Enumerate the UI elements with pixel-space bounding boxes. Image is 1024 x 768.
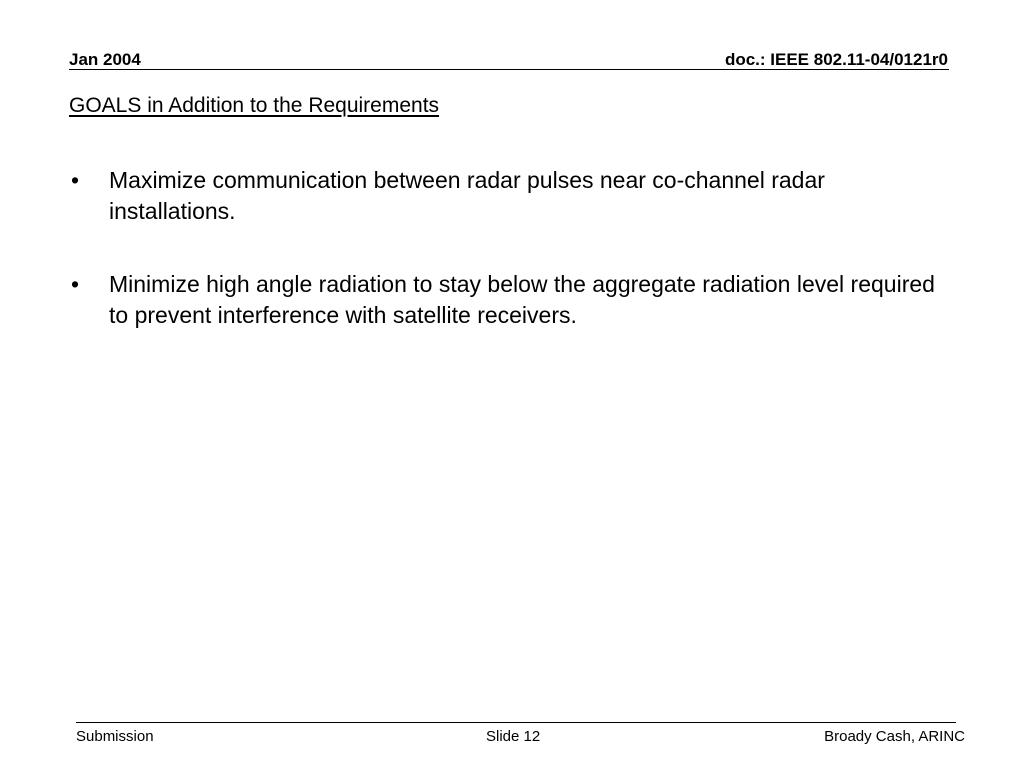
slide-title: GOALS in Addition to the Requirements — [69, 94, 440, 117]
bullet-marker: • — [71, 167, 80, 193]
bullet-item — [69, 165, 949, 227]
footer-author: Broady Cash, ARINC — [824, 728, 965, 745]
bullet-list — [69, 165, 949, 373]
bullet-text: Minimize high angle radiation to stay below the aggregate radiation level required to prevent interference with satellite receivers. — [109, 271, 935, 328]
header-date: Jan 2004 — [69, 50, 141, 69]
bullet-text: Maximize communication between radar pulses near co-channel radar installations. — [109, 167, 825, 224]
footer-slide-number: Slide 12 — [486, 728, 541, 745]
bullet-marker: • — [71, 271, 80, 297]
bullet-item — [69, 269, 949, 331]
header-doc-id: doc.: IEEE 802.11-04/0121r0 — [724, 50, 948, 69]
footer-divider — [76, 722, 956, 723]
footer-submission: Submission — [76, 728, 154, 745]
header-divider — [69, 69, 949, 70]
